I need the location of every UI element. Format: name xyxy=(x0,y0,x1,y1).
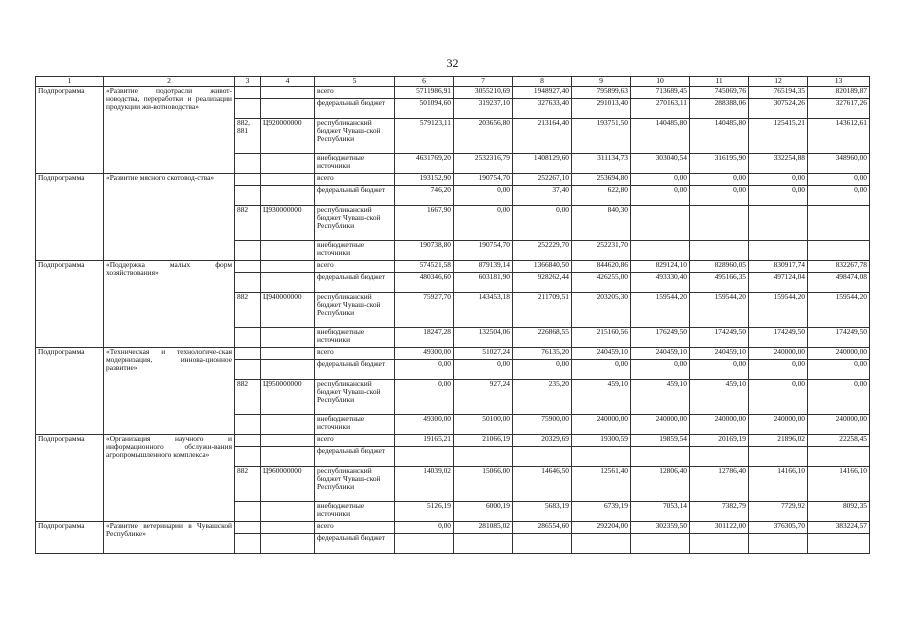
amount-cell: 327633,40 xyxy=(513,98,572,118)
amount-cell: 240459,10 xyxy=(572,347,631,359)
amount-cell: 292204,00 xyxy=(572,521,631,533)
amount-cell: 459,10 xyxy=(572,379,631,414)
amount-cell: 37,40 xyxy=(513,185,572,205)
subprogram-type: Подпрограмма xyxy=(36,521,104,553)
code-ministry xyxy=(235,327,261,347)
amount-cell: 51027,24 xyxy=(454,347,513,359)
amount-cell: 6739,19 xyxy=(572,501,631,521)
funding-source: внебюджетные источники xyxy=(315,501,395,521)
amount-cell: 1408129,60 xyxy=(513,153,572,173)
funding-source: внебюджетные источники xyxy=(315,327,395,347)
amount-cell: 830917,74 xyxy=(749,260,808,272)
funding-source: республиканский бюджет Чуваш-ской Республики xyxy=(315,118,395,153)
amount-cell: 327617,26 xyxy=(808,98,870,118)
amount-cell: 174249,50 xyxy=(749,327,808,347)
column-header-1: 1 xyxy=(36,77,104,87)
code-program xyxy=(261,501,315,521)
amount-cell: 203205,30 xyxy=(572,292,631,327)
amount-cell: 176249,50 xyxy=(631,327,690,347)
code-program: Ц940000000 xyxy=(261,292,315,327)
funding-source: федеральный бюджет xyxy=(315,98,395,118)
amount-cell: 376305,70 xyxy=(749,521,808,533)
amount-cell xyxy=(808,533,870,553)
code-program: Ц950000000 xyxy=(261,379,315,414)
amount-cell: 426255,00 xyxy=(572,272,631,292)
amount-cell: 291013,40 xyxy=(572,98,631,118)
column-header-8: 8 xyxy=(513,77,572,87)
amount-cell: 20329,69 xyxy=(513,434,572,446)
amount-cell: 159544,20 xyxy=(690,292,749,327)
amount-cell: 0,00 xyxy=(690,173,749,185)
code-ministry xyxy=(235,272,261,292)
amount-cell: 5683,19 xyxy=(513,501,572,521)
amount-cell: 240459,10 xyxy=(631,347,690,359)
amount-cell: 15066,00 xyxy=(454,466,513,501)
amount-cell: 12806,40 xyxy=(631,466,690,501)
amount-cell: 0,00 xyxy=(395,521,454,533)
column-header-4: 4 xyxy=(261,77,315,87)
amount-cell xyxy=(690,533,749,553)
amount-cell: 0,00 xyxy=(690,185,749,205)
code-program xyxy=(261,153,315,173)
amount-cell xyxy=(749,446,808,466)
amount-cell xyxy=(749,533,808,553)
amount-cell: 4631769,20 xyxy=(395,153,454,173)
code-ministry xyxy=(235,153,261,173)
code-program xyxy=(261,98,315,118)
amount-cell xyxy=(690,240,749,260)
code-program xyxy=(261,86,315,98)
funding-source: всего xyxy=(315,521,395,533)
amount-cell: 301122,00 xyxy=(690,521,749,533)
amount-cell: 501094,60 xyxy=(395,98,454,118)
amount-cell: 0,00 xyxy=(395,379,454,414)
amount-cell: 22258,45 xyxy=(808,434,870,446)
subprogram-name: «Техническая и технологиче-ская модернизация, иннова-ционное развитие» xyxy=(104,347,235,434)
code-program xyxy=(261,185,315,205)
amount-cell: 0,00 xyxy=(572,359,631,379)
code-ministry xyxy=(235,240,261,260)
amount-cell: 14166,10 xyxy=(808,466,870,501)
amount-cell xyxy=(749,240,808,260)
table-row xyxy=(36,86,870,98)
amount-cell: 252231,70 xyxy=(572,240,631,260)
funding-source: республиканский бюджет Чуваш-ской Республики xyxy=(315,379,395,414)
code-ministry xyxy=(235,173,261,185)
amount-cell: 303040,54 xyxy=(631,153,690,173)
code-ministry xyxy=(235,446,261,466)
amount-cell: 2532316,79 xyxy=(454,153,513,173)
amount-cell: 745069,76 xyxy=(690,86,749,98)
amount-cell: 319237,10 xyxy=(454,98,513,118)
amount-cell: 480346,60 xyxy=(395,272,454,292)
code-program xyxy=(261,446,315,466)
funding-source: всего xyxy=(315,260,395,272)
amount-cell: 1366840,50 xyxy=(513,260,572,272)
table-row xyxy=(36,521,870,533)
code-program xyxy=(261,434,315,446)
amount-cell: 14646,50 xyxy=(513,466,572,501)
code-program xyxy=(261,173,315,185)
amount-cell: 190754,70 xyxy=(454,173,513,185)
column-header-9: 9 xyxy=(572,77,631,87)
amount-cell xyxy=(513,446,572,466)
amount-cell: 240000,00 xyxy=(749,347,808,359)
amount-cell: 132504,06 xyxy=(454,327,513,347)
amount-cell: 0,00 xyxy=(690,359,749,379)
amount-cell: 0,00 xyxy=(749,173,808,185)
amount-cell: 0,00 xyxy=(749,185,808,205)
funding-source: республиканский бюджет Чуваш-ской Республики xyxy=(315,205,395,240)
code-ministry xyxy=(235,359,261,379)
code-program xyxy=(261,414,315,434)
column-header-10: 10 xyxy=(631,77,690,87)
amount-cell: 1667,90 xyxy=(395,205,454,240)
funding-source: федеральный бюджет xyxy=(315,185,395,205)
amount-cell xyxy=(454,533,513,553)
amount-cell: 75900,00 xyxy=(513,414,572,434)
amount-cell: 21896,02 xyxy=(749,434,808,446)
amount-cell: 20169,19 xyxy=(690,434,749,446)
amount-cell: 75927,70 xyxy=(395,292,454,327)
amount-cell: 495166,35 xyxy=(690,272,749,292)
amount-cell: 235,20 xyxy=(513,379,572,414)
amount-cell xyxy=(395,446,454,466)
amount-cell: 14039,02 xyxy=(395,466,454,501)
amount-cell: 49300,00 xyxy=(395,347,454,359)
subprogram-name: «Развитие подотрасли живот-новодства, переработки и реализации продукции жи-вотноводства» xyxy=(104,86,235,173)
amount-cell: 0,00 xyxy=(513,205,572,240)
table-row xyxy=(36,434,870,446)
amount-cell: 140485,80 xyxy=(631,118,690,153)
amount-cell: 5126,19 xyxy=(395,501,454,521)
amount-cell: 270163,11 xyxy=(631,98,690,118)
amount-cell: 159544,20 xyxy=(808,292,870,327)
column-header-7: 7 xyxy=(454,77,513,87)
funding-source: всего xyxy=(315,347,395,359)
amount-cell: 240000,00 xyxy=(572,414,631,434)
amount-cell: 5711986,91 xyxy=(395,86,454,98)
amount-cell: 6000,19 xyxy=(454,501,513,521)
amount-cell: 383224,57 xyxy=(808,521,870,533)
amount-cell: 0,00 xyxy=(631,185,690,205)
amount-cell xyxy=(808,240,870,260)
amount-cell: 928262,44 xyxy=(513,272,572,292)
amount-cell: 159544,20 xyxy=(749,292,808,327)
table-row xyxy=(36,260,870,272)
amount-cell: 213164,40 xyxy=(513,118,572,153)
amount-cell: 49300,00 xyxy=(395,414,454,434)
subprogram-name: «Развитие мясного скотовод-ства» xyxy=(104,173,235,260)
amount-cell: 927,24 xyxy=(454,379,513,414)
column-header-5: 5 xyxy=(315,77,395,87)
code-ministry: 882 xyxy=(235,466,261,501)
amount-cell: 143612,61 xyxy=(808,118,870,153)
amount-cell: 622,80 xyxy=(572,185,631,205)
amount-cell: 0,00 xyxy=(631,173,690,185)
amount-cell xyxy=(808,205,870,240)
amount-cell xyxy=(631,205,690,240)
amount-cell: 50100,00 xyxy=(454,414,513,434)
amount-cell: 0,00 xyxy=(454,359,513,379)
amount-cell: 190738,80 xyxy=(395,240,454,260)
subprogram-type: Подпрограмма xyxy=(36,173,104,260)
amount-cell: 18247,28 xyxy=(395,327,454,347)
amount-cell xyxy=(572,446,631,466)
amount-cell: 215160,56 xyxy=(572,327,631,347)
amount-cell: 12786,40 xyxy=(690,466,749,501)
amount-cell: 459,10 xyxy=(631,379,690,414)
amount-cell: 240000,00 xyxy=(808,414,870,434)
amount-cell: 844620,86 xyxy=(572,260,631,272)
amount-cell xyxy=(513,533,572,553)
amount-cell: 795899,63 xyxy=(572,86,631,98)
amount-cell: 140485,80 xyxy=(690,118,749,153)
amount-cell: 14166,10 xyxy=(749,466,808,501)
funding-source: республиканский бюджет Чуваш-ской Республики xyxy=(315,466,395,501)
amount-cell: 348960,00 xyxy=(808,153,870,173)
amount-cell: 0,00 xyxy=(454,205,513,240)
amount-cell xyxy=(631,446,690,466)
amount-cell: 240000,00 xyxy=(690,414,749,434)
code-ministry xyxy=(235,501,261,521)
amount-cell: 713689,45 xyxy=(631,86,690,98)
amount-cell xyxy=(749,205,808,240)
funding-source: федеральный бюджет xyxy=(315,446,395,466)
amount-cell: 765194,35 xyxy=(749,86,808,98)
column-header-13: 13 xyxy=(808,77,870,87)
code-program xyxy=(261,533,315,553)
amount-cell: 286554,60 xyxy=(513,521,572,533)
subprogram-name: «Поддержка малых форм хозяйствования» xyxy=(104,260,235,347)
amount-cell: 493330,40 xyxy=(631,272,690,292)
code-ministry xyxy=(235,260,261,272)
subprogram-name: «Организация научного и информационного обслужи-вания агропромышленного комплекса» xyxy=(104,434,235,521)
column-header-6: 6 xyxy=(395,77,454,87)
code-ministry: 882, 881 xyxy=(235,118,261,153)
amount-cell: 174249,50 xyxy=(690,327,749,347)
amount-cell: 7729,92 xyxy=(749,501,808,521)
funding-source: федеральный бюджет xyxy=(315,272,395,292)
funding-source: всего xyxy=(315,434,395,446)
funding-source: внебюджетные источники xyxy=(315,153,395,173)
code-ministry xyxy=(235,347,261,359)
amount-cell: 302359,50 xyxy=(631,521,690,533)
amount-cell: 0,00 xyxy=(749,359,808,379)
amount-cell: 193751,50 xyxy=(572,118,631,153)
amount-cell: 0,00 xyxy=(808,359,870,379)
amount-cell: 0,00 xyxy=(395,359,454,379)
amount-cell: 0,00 xyxy=(808,185,870,205)
column-header-12: 12 xyxy=(749,77,808,87)
amount-cell: 0,00 xyxy=(749,379,808,414)
funding-source: федеральный бюджет xyxy=(315,533,395,553)
code-ministry: 882 xyxy=(235,292,261,327)
subprogram-type: Подпрограмма xyxy=(36,86,104,173)
amount-cell: 211709,51 xyxy=(513,292,572,327)
amount-cell: 240000,00 xyxy=(749,414,808,434)
amount-cell: 832267,78 xyxy=(808,260,870,272)
funding-source: внебюджетные источники xyxy=(315,414,395,434)
amount-cell: 1948927,40 xyxy=(513,86,572,98)
amount-cell: 840,30 xyxy=(572,205,631,240)
header-row xyxy=(36,77,870,87)
amount-cell: 459,10 xyxy=(690,379,749,414)
amount-cell: 0,00 xyxy=(454,185,513,205)
code-program xyxy=(261,347,315,359)
subprogram-type: Подпрограмма xyxy=(36,260,104,347)
code-ministry xyxy=(235,434,261,446)
amount-cell: 174249,50 xyxy=(808,327,870,347)
amount-cell: 746,20 xyxy=(395,185,454,205)
amount-cell: 281085,02 xyxy=(454,521,513,533)
code-ministry: 882 xyxy=(235,205,261,240)
amount-cell xyxy=(690,446,749,466)
code-program xyxy=(261,521,315,533)
amount-cell: 240459,10 xyxy=(690,347,749,359)
amount-cell: 879139,14 xyxy=(454,260,513,272)
code-program xyxy=(261,327,315,347)
code-program xyxy=(261,359,315,379)
table-row xyxy=(36,173,870,185)
amount-cell: 0,00 xyxy=(808,379,870,414)
amount-cell: 7053,14 xyxy=(631,501,690,521)
funding-source: внебюджетные источники xyxy=(315,240,395,260)
amount-cell: 143453,18 xyxy=(454,292,513,327)
subprogram-type: Подпрограмма xyxy=(36,347,104,434)
funding-source: республиканский бюджет Чуваш-ской Республики xyxy=(315,292,395,327)
subprogram-type: Подпрограмма xyxy=(36,434,104,521)
amount-cell: 159544,20 xyxy=(631,292,690,327)
amount-cell xyxy=(572,533,631,553)
code-ministry: 882 xyxy=(235,379,261,414)
amount-cell: 240000,00 xyxy=(808,347,870,359)
column-header-11: 11 xyxy=(690,77,749,87)
amount-cell: 19300,59 xyxy=(572,434,631,446)
amount-cell: 603181,90 xyxy=(454,272,513,292)
amount-cell: 0,00 xyxy=(808,173,870,185)
funding-source: всего xyxy=(315,86,395,98)
code-ministry xyxy=(235,86,261,98)
amount-cell xyxy=(631,533,690,553)
code-program: Ц920000000 xyxy=(261,118,315,153)
amount-cell: 21066,19 xyxy=(454,434,513,446)
amount-cell: 579123,11 xyxy=(395,118,454,153)
amount-cell xyxy=(808,446,870,466)
code-program xyxy=(261,240,315,260)
amount-cell: 252267,10 xyxy=(513,173,572,185)
amount-cell: 125415,21 xyxy=(749,118,808,153)
amount-cell xyxy=(454,446,513,466)
amount-cell: 76135,20 xyxy=(513,347,572,359)
amount-cell: 497124,04 xyxy=(749,272,808,292)
amount-cell xyxy=(395,533,454,553)
code-ministry xyxy=(235,414,261,434)
amount-cell: 12561,40 xyxy=(572,466,631,501)
amount-cell: 311134,73 xyxy=(572,153,631,173)
amount-cell: 7382,79 xyxy=(690,501,749,521)
code-program: Ц930000000 xyxy=(261,205,315,240)
amount-cell: 574521,58 xyxy=(395,260,454,272)
code-program xyxy=(261,260,315,272)
funding-source: всего xyxy=(315,173,395,185)
code-ministry xyxy=(235,98,261,118)
amount-cell: 0,00 xyxy=(513,359,572,379)
amount-cell: 828960,05 xyxy=(690,260,749,272)
page-number: 32 xyxy=(446,56,459,70)
amount-cell: 190754,70 xyxy=(454,240,513,260)
amount-cell: 252229,70 xyxy=(513,240,572,260)
amount-cell: 203656,80 xyxy=(454,118,513,153)
column-header-2: 2 xyxy=(104,77,235,87)
amount-cell: 829124,10 xyxy=(631,260,690,272)
amount-cell: 307524,26 xyxy=(749,98,808,118)
code-ministry xyxy=(235,521,261,533)
amount-cell: 240000,00 xyxy=(631,414,690,434)
amount-cell: 8092,35 xyxy=(808,501,870,521)
code-program xyxy=(261,272,315,292)
code-ministry xyxy=(235,533,261,553)
table-row xyxy=(36,347,870,359)
amount-cell: 316195,90 xyxy=(690,153,749,173)
amount-cell: 498474,08 xyxy=(808,272,870,292)
amount-cell xyxy=(690,205,749,240)
amount-cell: 19165,21 xyxy=(395,434,454,446)
amount-cell: 19859,54 xyxy=(631,434,690,446)
amount-cell: 820189,87 xyxy=(808,86,870,98)
code-program: Ц960000000 xyxy=(261,466,315,501)
budget-table xyxy=(35,76,870,554)
code-ministry xyxy=(235,185,261,205)
amount-cell: 226868,55 xyxy=(513,327,572,347)
amount-cell: 193152,90 xyxy=(395,173,454,185)
amount-cell: 3055210,69 xyxy=(454,86,513,98)
amount-cell: 0,00 xyxy=(631,359,690,379)
amount-cell: 288388,06 xyxy=(690,98,749,118)
amount-cell xyxy=(631,240,690,260)
funding-source: федеральный бюджет xyxy=(315,359,395,379)
subprogram-name: «Развитие ветеринарии в Чувашской Республике» xyxy=(104,521,235,553)
amount-cell: 253694,80 xyxy=(572,173,631,185)
column-header-3: 3 xyxy=(235,77,261,87)
amount-cell: 332254,88 xyxy=(749,153,808,173)
